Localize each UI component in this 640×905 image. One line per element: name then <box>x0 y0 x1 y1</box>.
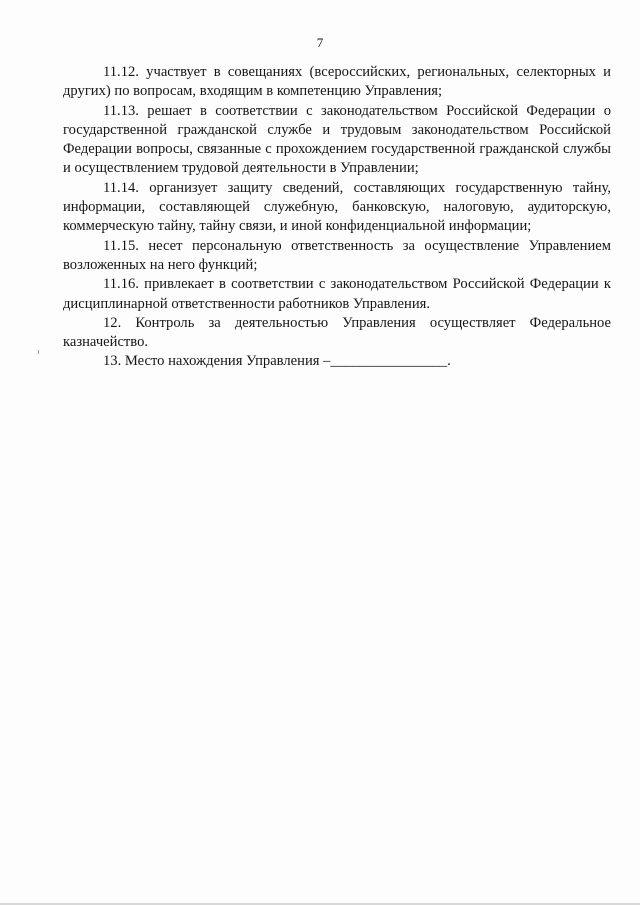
page-number: 7 <box>316 35 324 50</box>
paragraph-11-12: 11.12. участвует в совещаниях (всероссийских, региональных, селекторных и других) по вопросам, входящим в компетенцию Управления; <box>63 64 611 100</box>
paragraph-11-14: 11.14. организует защиту сведений, составляющих государственную тайну, информации, составляющей служебную, банковскую, налоговую, аудиторскую, коммерческую тайну, тайну связи, и иной конфиденциальной информации; <box>63 179 611 235</box>
paragraph-11-13: 11.13. решает в соответствии с законодательством Российской Федерации о государственной гражданской службе и трудовым законодательством Российской Федерации вопросы, связанные с прохождением государственной гражданской службы и осуществлением трудовой деятельности в Управлении; <box>63 102 611 177</box>
scan-artifact <box>38 350 39 354</box>
paragraph-12: 12. Контроль за деятельностью Управления осуществляет Федеральное казначейство. <box>63 314 611 351</box>
paragraph-11-15: 11.15. несет персональную ответственность за осуществление Управлением возложенных на него функций; <box>63 237 611 273</box>
paragraph-11-16: 11.16. привлекает в соответствии с законодательством Российской Федерации к дисциплинарной ответственности работников Управления. <box>63 276 611 312</box>
paragraph-13: 13. Место нахождения Управления –________________. <box>103 353 451 370</box>
document-body <box>63 63 611 372</box>
